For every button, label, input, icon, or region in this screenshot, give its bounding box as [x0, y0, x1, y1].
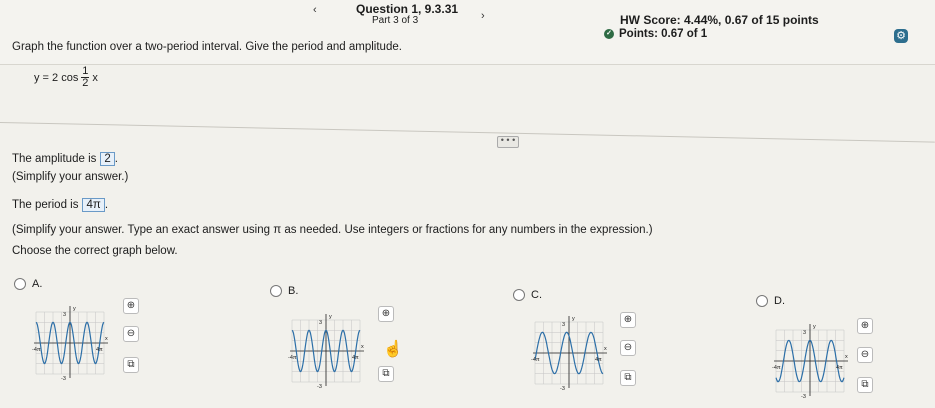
- axis-label-ytop: 3: [319, 320, 323, 326]
- period-hint: (Simplify your answer. Type an exact answer using π as needed. Use integers or fractions for any numbers in the expression.): [12, 224, 653, 236]
- popout-icon[interactable]: ⧉: [378, 366, 394, 382]
- axis-label-ybottom: -3: [801, 394, 806, 400]
- radio-c[interactable]: [513, 289, 525, 301]
- axis-label-xleft: -4π: [531, 357, 540, 363]
- gear-icon[interactable]: ⚙: [894, 29, 908, 43]
- axis-label-ytop: 3: [63, 312, 67, 318]
- axis-label-ybottom: -3: [61, 376, 66, 382]
- choose-prompt: Choose the correct graph below.: [12, 245, 178, 257]
- amplitude-answer[interactable]: 2: [100, 152, 114, 166]
- amplitude-line: The amplitude is 2 .: [12, 153, 118, 165]
- points-indicator: [604, 28, 707, 40]
- function-variable: x: [92, 71, 98, 84]
- period-label: The period is: [12, 199, 79, 211]
- zoom-in-icon[interactable]: ⊕: [123, 298, 139, 314]
- choice-a-label: A.: [32, 278, 43, 290]
- chevron-left-icon[interactable]: ‹: [313, 4, 317, 16]
- zoom-in-icon[interactable]: ⊕: [378, 306, 394, 322]
- zoom-in-icon[interactable]: ⊕: [857, 318, 873, 334]
- zoom-out-icon[interactable]: ⊖: [123, 326, 139, 342]
- amplitude-hint: (Simplify your answer.): [12, 171, 129, 183]
- axis-label-xright: 4π: [836, 365, 843, 371]
- popout-icon[interactable]: ⧉: [123, 357, 139, 373]
- hw-score: HW Score: 4.44%, 0.67 of 15 points: [620, 13, 819, 27]
- axis-label-xright: 4π: [352, 355, 359, 361]
- graph-b: [286, 310, 366, 390]
- zoom-out-icon[interactable]: ⊖: [857, 347, 873, 363]
- zoom-in-icon[interactable]: ⊕: [620, 312, 636, 328]
- choice-c-label: C.: [531, 289, 542, 301]
- axis-label-ylabel: y: [572, 316, 575, 322]
- choice-d-label: D.: [774, 295, 785, 307]
- axis-label-ytop: 3: [562, 322, 566, 328]
- axis-label-xright: 4π: [595, 357, 602, 363]
- axis-label-ylabel: y: [329, 314, 332, 320]
- part-indicator: Part 3 of 3: [372, 15, 419, 26]
- points-text: Points: 0.67 of 1: [619, 28, 708, 40]
- fraction-numerator: 1: [82, 65, 89, 77]
- graph-a: [30, 302, 110, 382]
- function-lhs: y = 2 cos: [34, 71, 79, 84]
- partial-credit-icon: ✓: [604, 29, 614, 39]
- radio-d[interactable]: [756, 295, 768, 307]
- fraction: [81, 66, 89, 89]
- choice-b-label: B.: [288, 285, 299, 297]
- section-divider: [0, 122, 935, 143]
- axis-label-xleft: -4π: [772, 365, 781, 371]
- hand-cursor-icon: ☝: [383, 341, 403, 358]
- axis-label-xlabel: x: [604, 346, 607, 352]
- axis-label-ylabel: y: [813, 324, 816, 330]
- graph-c: [529, 312, 609, 392]
- chevron-right-icon[interactable]: ›: [481, 10, 485, 22]
- amplitude-label: The amplitude is: [12, 153, 97, 165]
- axis-label-xleft: -4π: [32, 347, 41, 353]
- header-bar: [0, 0, 935, 65]
- radio-a[interactable]: [14, 278, 26, 290]
- period-answer[interactable]: 4π: [82, 198, 104, 212]
- choice-c[interactable]: [513, 289, 542, 301]
- zoom-out-icon[interactable]: ⊖: [620, 340, 636, 356]
- function-expression: [34, 66, 98, 89]
- axis-label-xright: 4π: [96, 347, 103, 353]
- axis-label-xlabel: x: [845, 354, 848, 360]
- period-line: The period is 4π .: [12, 199, 109, 211]
- instruction-text: Graph the function over a two-period interval. Give the period and amplitude.: [12, 41, 402, 53]
- axis-label-ybottom: -3: [317, 384, 322, 390]
- question-number: Question 1, 9.3.31: [356, 2, 459, 16]
- choice-a[interactable]: [14, 278, 42, 290]
- axis-label-ybottom: -3: [560, 386, 565, 392]
- expand-dots-button[interactable]: • • •: [497, 136, 519, 148]
- axis-label-xlabel: x: [105, 336, 108, 342]
- axis-label-xleft: -4π: [288, 355, 297, 361]
- fraction-denominator: 2: [82, 77, 89, 89]
- popout-icon[interactable]: ⧉: [620, 370, 636, 386]
- axis-label-ytop: 3: [803, 330, 807, 336]
- axis-label-ylabel: y: [73, 306, 76, 312]
- graph-d: [770, 320, 850, 400]
- popout-icon[interactable]: ⧉: [857, 377, 873, 393]
- choice-b[interactable]: [270, 285, 298, 297]
- radio-b[interactable]: [270, 285, 282, 297]
- choice-d[interactable]: [756, 295, 785, 307]
- axis-label-xlabel: x: [361, 344, 364, 350]
